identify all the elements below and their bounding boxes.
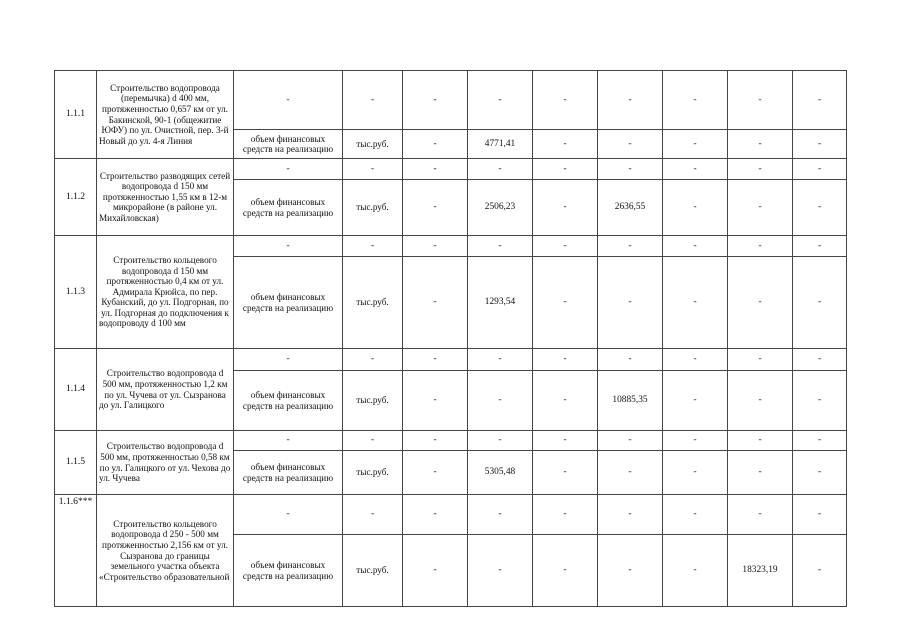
dash-cell: - [468, 349, 533, 371]
dash-cell: - [728, 71, 793, 130]
dash-cell: - [343, 431, 403, 451]
item-number: 1.1.1 [55, 71, 97, 159]
value-cell: - [663, 180, 728, 236]
item-description: Строительство водопровода (перемычка) d 400 мм, протяженностью 0,657 км от ул. Бакинской, 90-1 (общежитие ЮФУ) по ул. Очистной, пер. 3-й Новый до ул. 4-я Линия [97, 71, 234, 159]
dash-cell: - [533, 349, 598, 371]
indicator-cell: объем финансовых средств на реализацию [234, 371, 343, 431]
value-cell: - [663, 535, 728, 607]
dash-cell: - [728, 159, 793, 180]
table-row [55, 495, 847, 535]
unit-cell: тыс.руб. [343, 451, 403, 495]
dash-cell: - [468, 159, 533, 180]
value-cell: - [468, 371, 533, 431]
table-row [55, 349, 847, 371]
dash-cell: - [343, 159, 403, 180]
dash-cell: - [598, 349, 663, 371]
item-description: Строительство водопровода d 500 мм, протяженностью 0,58 км по ул. Галицкого от ул. Чехова до ул. Чучева [97, 431, 234, 495]
value-cell: - [403, 180, 468, 236]
dash-cell: - [598, 495, 663, 535]
dash-cell: - [343, 236, 403, 257]
value-cell: - [598, 535, 663, 607]
item-description: Строительство разводящих сетей водопровода d 150 мм протяженностью 1,55 км в 12-м микрорайоне (в районе ул. Михайловская) [97, 159, 234, 236]
value-cell: - [728, 371, 793, 431]
unit-cell: тыс.руб. [343, 180, 403, 236]
table-row [55, 431, 847, 451]
value-cell: - [403, 371, 468, 431]
value-cell: - [403, 257, 468, 349]
value-cell: 2506,23 [468, 180, 533, 236]
value-cell: - [533, 451, 598, 495]
value-cell: - [533, 535, 598, 607]
value-cell: 5305,48 [468, 451, 533, 495]
value-cell: - [533, 180, 598, 236]
dash-cell: - [468, 495, 533, 535]
value-cell: - [728, 180, 793, 236]
indicator-cell: объем финансовых средств на реализацию [234, 257, 343, 349]
value-cell: - [663, 130, 728, 159]
dash-cell: - [403, 349, 468, 371]
dash-cell: - [728, 431, 793, 451]
dash-cell: - [793, 71, 847, 130]
dash-cell: - [403, 236, 468, 257]
dash-cell: - [468, 431, 533, 451]
value-cell: - [533, 130, 598, 159]
value-cell: - [598, 451, 663, 495]
dash-cell: - [663, 159, 728, 180]
value-cell: - [403, 535, 468, 607]
dash-cell: - [533, 431, 598, 451]
dash-cell: - [793, 495, 847, 535]
dash-cell: - [403, 431, 468, 451]
dash-cell: - [403, 159, 468, 180]
item-number: 1.1.3 [55, 236, 97, 349]
dash-cell: - [403, 71, 468, 130]
dash-cell: - [343, 349, 403, 371]
dash-cell: - [468, 71, 533, 130]
dash-cell: - [793, 431, 847, 451]
dash-cell: - [234, 349, 343, 371]
item-number: 1.1.5 [55, 431, 97, 495]
dash-cell: - [234, 159, 343, 180]
dash-cell: - [468, 236, 533, 257]
value-cell: - [403, 451, 468, 495]
value-cell: - [793, 180, 847, 236]
value-cell: - [793, 257, 847, 349]
indicator-cell: объем финансовых средств на реализацию [234, 535, 343, 607]
dash-cell: - [403, 495, 468, 535]
dash-cell: - [533, 159, 598, 180]
dash-cell: - [663, 495, 728, 535]
dash-cell: - [793, 159, 847, 180]
value-cell: - [728, 130, 793, 159]
value-cell: - [663, 371, 728, 431]
dash-cell: - [234, 431, 343, 451]
item-number: 1.1.4 [55, 349, 97, 431]
dash-cell: - [533, 236, 598, 257]
dash-cell: - [663, 236, 728, 257]
dash-cell: - [663, 71, 728, 130]
dash-cell: - [598, 236, 663, 257]
value-cell: - [663, 451, 728, 495]
value-cell: - [793, 130, 847, 159]
table-row [55, 71, 847, 130]
dash-cell: - [793, 349, 847, 371]
dash-cell: - [728, 495, 793, 535]
program-table [54, 70, 847, 607]
value-cell: - [533, 371, 598, 431]
value-cell: - [728, 451, 793, 495]
dash-cell: - [598, 71, 663, 130]
item-description: Строительство кольцевого водопровода d 250 - 500 мм протяженностью 2,156 км от ул. Сызранова до границы земельного участка объекта «Строительство образовательной [97, 495, 234, 607]
unit-cell: тыс.руб. [343, 257, 403, 349]
value-cell: - [728, 257, 793, 349]
item-number: 1.1.6*** [55, 495, 97, 607]
table-row [55, 236, 847, 257]
unit-cell: тыс.руб. [343, 535, 403, 607]
value-cell: 4771,41 [468, 130, 533, 159]
dash-cell: - [343, 71, 403, 130]
dash-cell: - [234, 495, 343, 535]
dash-cell: - [533, 71, 598, 130]
value-cell: - [468, 535, 533, 607]
value-cell: 10885,35 [598, 371, 663, 431]
dash-cell: - [598, 431, 663, 451]
value-cell: - [403, 130, 468, 159]
dash-cell: - [598, 159, 663, 180]
value-cell: - [598, 257, 663, 349]
table-body [55, 71, 847, 607]
dash-cell: - [533, 495, 598, 535]
value-cell: 18323,19 [728, 535, 793, 607]
indicator-cell: объем финансовых средств на реализацию [234, 180, 343, 236]
dash-cell: - [663, 349, 728, 371]
value-cell: - [533, 257, 598, 349]
item-description: Строительство кольцевого водопровода d 150 мм протяженностью 0,4 км от ул. Адмирала Крюйса, по пер. Кубанский, до ул. Подгорная, по ул. Подгорная до подключения к водопроводу d 100 мм [97, 236, 234, 349]
indicator-cell: объем финансовых средств на реализацию [234, 130, 343, 159]
value-cell: - [598, 130, 663, 159]
indicator-cell: объем финансовых средств на реализацию [234, 451, 343, 495]
value-cell: - [663, 257, 728, 349]
value-cell: - [793, 451, 847, 495]
dash-cell: - [728, 349, 793, 371]
dash-cell: - [728, 236, 793, 257]
item-description: Строительство водопровода d 500 мм, протяженностью 1,2 км по ул. Чучева от ул. Сызранова до ул. Галицкого [97, 349, 234, 431]
dash-cell: - [234, 71, 343, 130]
dash-cell: - [793, 236, 847, 257]
dash-cell: - [663, 431, 728, 451]
table-row [55, 159, 847, 180]
value-cell: - [793, 371, 847, 431]
dash-cell: - [343, 495, 403, 535]
value-cell: - [793, 535, 847, 607]
dash-cell: - [234, 236, 343, 257]
unit-cell: тыс.руб. [343, 130, 403, 159]
item-number: 1.1.2 [55, 159, 97, 236]
value-cell: 2636,55 [598, 180, 663, 236]
unit-cell: тыс.руб. [343, 371, 403, 431]
value-cell: 1293,54 [468, 257, 533, 349]
